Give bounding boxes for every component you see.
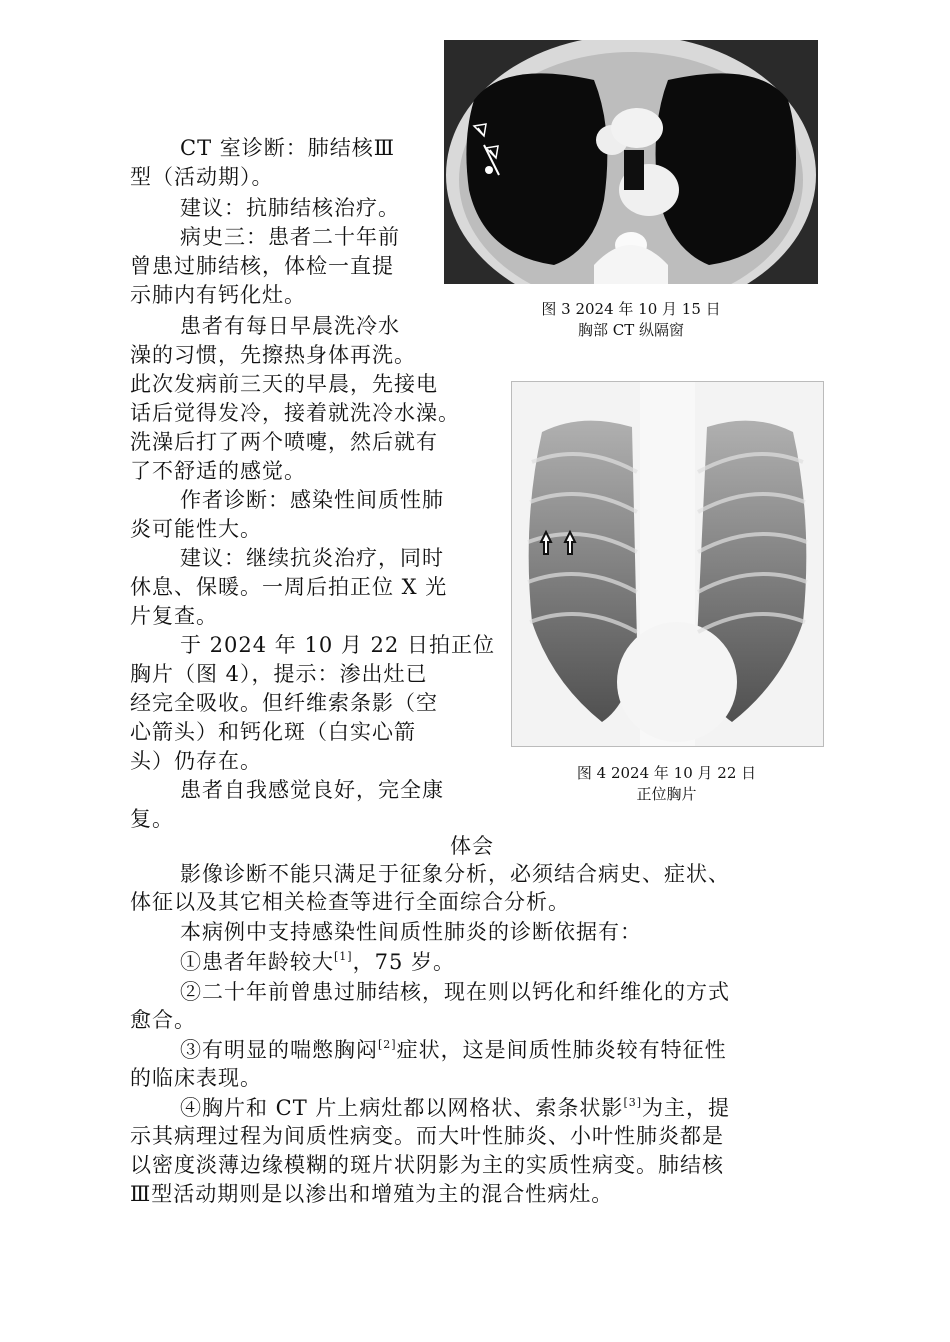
figure-3-caption xyxy=(444,299,818,341)
left-column-line-8: 澡的习惯，先擦热身体再洗。 xyxy=(130,343,416,367)
paragraph-2: 本病例中支持感染性间质性肺炎的诊断依据有： xyxy=(180,920,642,944)
left-column-line-14: 炎可能性大。 xyxy=(130,517,262,541)
left-column-line-4: 病史三：患者二十年前 xyxy=(180,225,400,249)
left-column-line-16: 休息、保暖。一周后拍正位 X 光 xyxy=(130,575,448,599)
item-1-text-end: ，75 岁。 xyxy=(352,950,455,974)
left-column-line-23: 患者自我感觉良好，完全康 xyxy=(180,778,444,802)
figure-4-caption-line2: 正位胸片 xyxy=(636,785,697,803)
left-column-line-20: 经完全吸收。但纤维索条影（空 xyxy=(130,691,438,715)
left-column-line-5: 曾患过肺结核，体检一直提 xyxy=(130,254,394,278)
figure-3-caption-line2: 胸部 CT 纵隔窗 xyxy=(577,321,685,339)
ct-scan-drawing xyxy=(444,40,818,284)
figure-4-caption-line1: 图 4 2024 年 10 月 22 日 xyxy=(576,764,757,782)
left-column-line-10: 话后觉得发冷，接着就洗冷水澡。 xyxy=(130,401,460,425)
chest-xray-drawing xyxy=(512,382,823,746)
left-column-line-13: 作者诊断：感染性间质性肺 xyxy=(180,488,444,512)
paragraph-1-line-1: 影像诊断不能只满足于征象分析，必须结合病史、症状、 xyxy=(180,862,730,886)
item-2-line-2: 愈合。 xyxy=(130,1008,196,1032)
reference-1: [1] xyxy=(334,950,353,963)
section-heading: 体会 xyxy=(450,834,494,858)
left-column-line-9: 此次发病前三天的早晨，先接电 xyxy=(130,372,438,396)
left-column-line-7: 患者有每日早晨洗冷水 xyxy=(180,314,400,338)
left-column-line-12: 了不舒适的感觉。 xyxy=(130,459,306,483)
left-column-line-17: 片复查。 xyxy=(130,604,218,628)
reference-3: [3] xyxy=(623,1096,643,1109)
item-1 xyxy=(180,947,455,977)
item-3-line-1 xyxy=(180,1035,727,1065)
left-column-line-22: 头）仍存在。 xyxy=(130,749,262,773)
left-column-line-1: CT 室诊断：肺结核Ⅲ xyxy=(180,136,396,160)
left-column-line-19: 胸片（图 4），提示：渗出灶已 xyxy=(130,662,428,686)
item-3-line-2: 的临床表现。 xyxy=(130,1066,262,1090)
item-4-text: ④胸片和 CT 片上病灶都以网格状、索条状影 xyxy=(180,1096,624,1120)
ct-image xyxy=(444,40,818,284)
item-2-line-1: ②二十年前曾患过肺结核，现在则以钙化和纤维化的方式 xyxy=(180,980,730,1004)
item-4-text-end: 为主，提 xyxy=(642,1096,731,1120)
left-column-line-21: 心箭头）和钙化斑（白实心箭 xyxy=(130,720,416,744)
figure-4-caption xyxy=(511,763,822,805)
left-column-line-24: 复。 xyxy=(130,807,174,831)
item-1-text: ①患者年龄较大 xyxy=(180,950,334,974)
left-column-line-11: 洗澡后打了两个喷嚏，然后就有 xyxy=(130,430,438,454)
reference-2: [2] xyxy=(378,1038,397,1051)
item-4-line-4: Ⅲ型活动期则是以渗出和增殖为主的混合性病灶。 xyxy=(130,1182,614,1206)
left-column-line-2: 型（活动期）。 xyxy=(130,165,274,189)
item-3-text: ③有明显的喘憋胸闷 xyxy=(180,1038,378,1062)
left-column-line-18: 于 2024 年 10 月 22 日拍正位 xyxy=(180,633,495,657)
chest-xray-image xyxy=(511,381,824,747)
item-4-line-1 xyxy=(180,1093,730,1123)
left-column-line-15: 建议：继续抗炎治疗，同时 xyxy=(180,546,444,570)
left-column-line-6: 示肺内有钙化灶。 xyxy=(130,283,306,307)
left-column-line-3: 建议：抗肺结核治疗。 xyxy=(180,196,400,220)
item-4-line-3: 以密度淡薄边缘模糊的斑片状阴影为主的实质性病变。肺结核 xyxy=(130,1153,724,1177)
paragraph-1-line-2: 体征以及其它相关检查等进行全面综合分析。 xyxy=(130,890,570,914)
item-3-text-end: 症状，这是间质性肺炎较有特征性 xyxy=(396,1038,727,1062)
figure-3-caption-line1: 图 3 2024 年 10 月 15 日 xyxy=(541,300,721,318)
item-4-line-2: 示其病理过程为间质性病变。而大叶性肺炎、小叶性肺炎都是 xyxy=(130,1124,724,1148)
